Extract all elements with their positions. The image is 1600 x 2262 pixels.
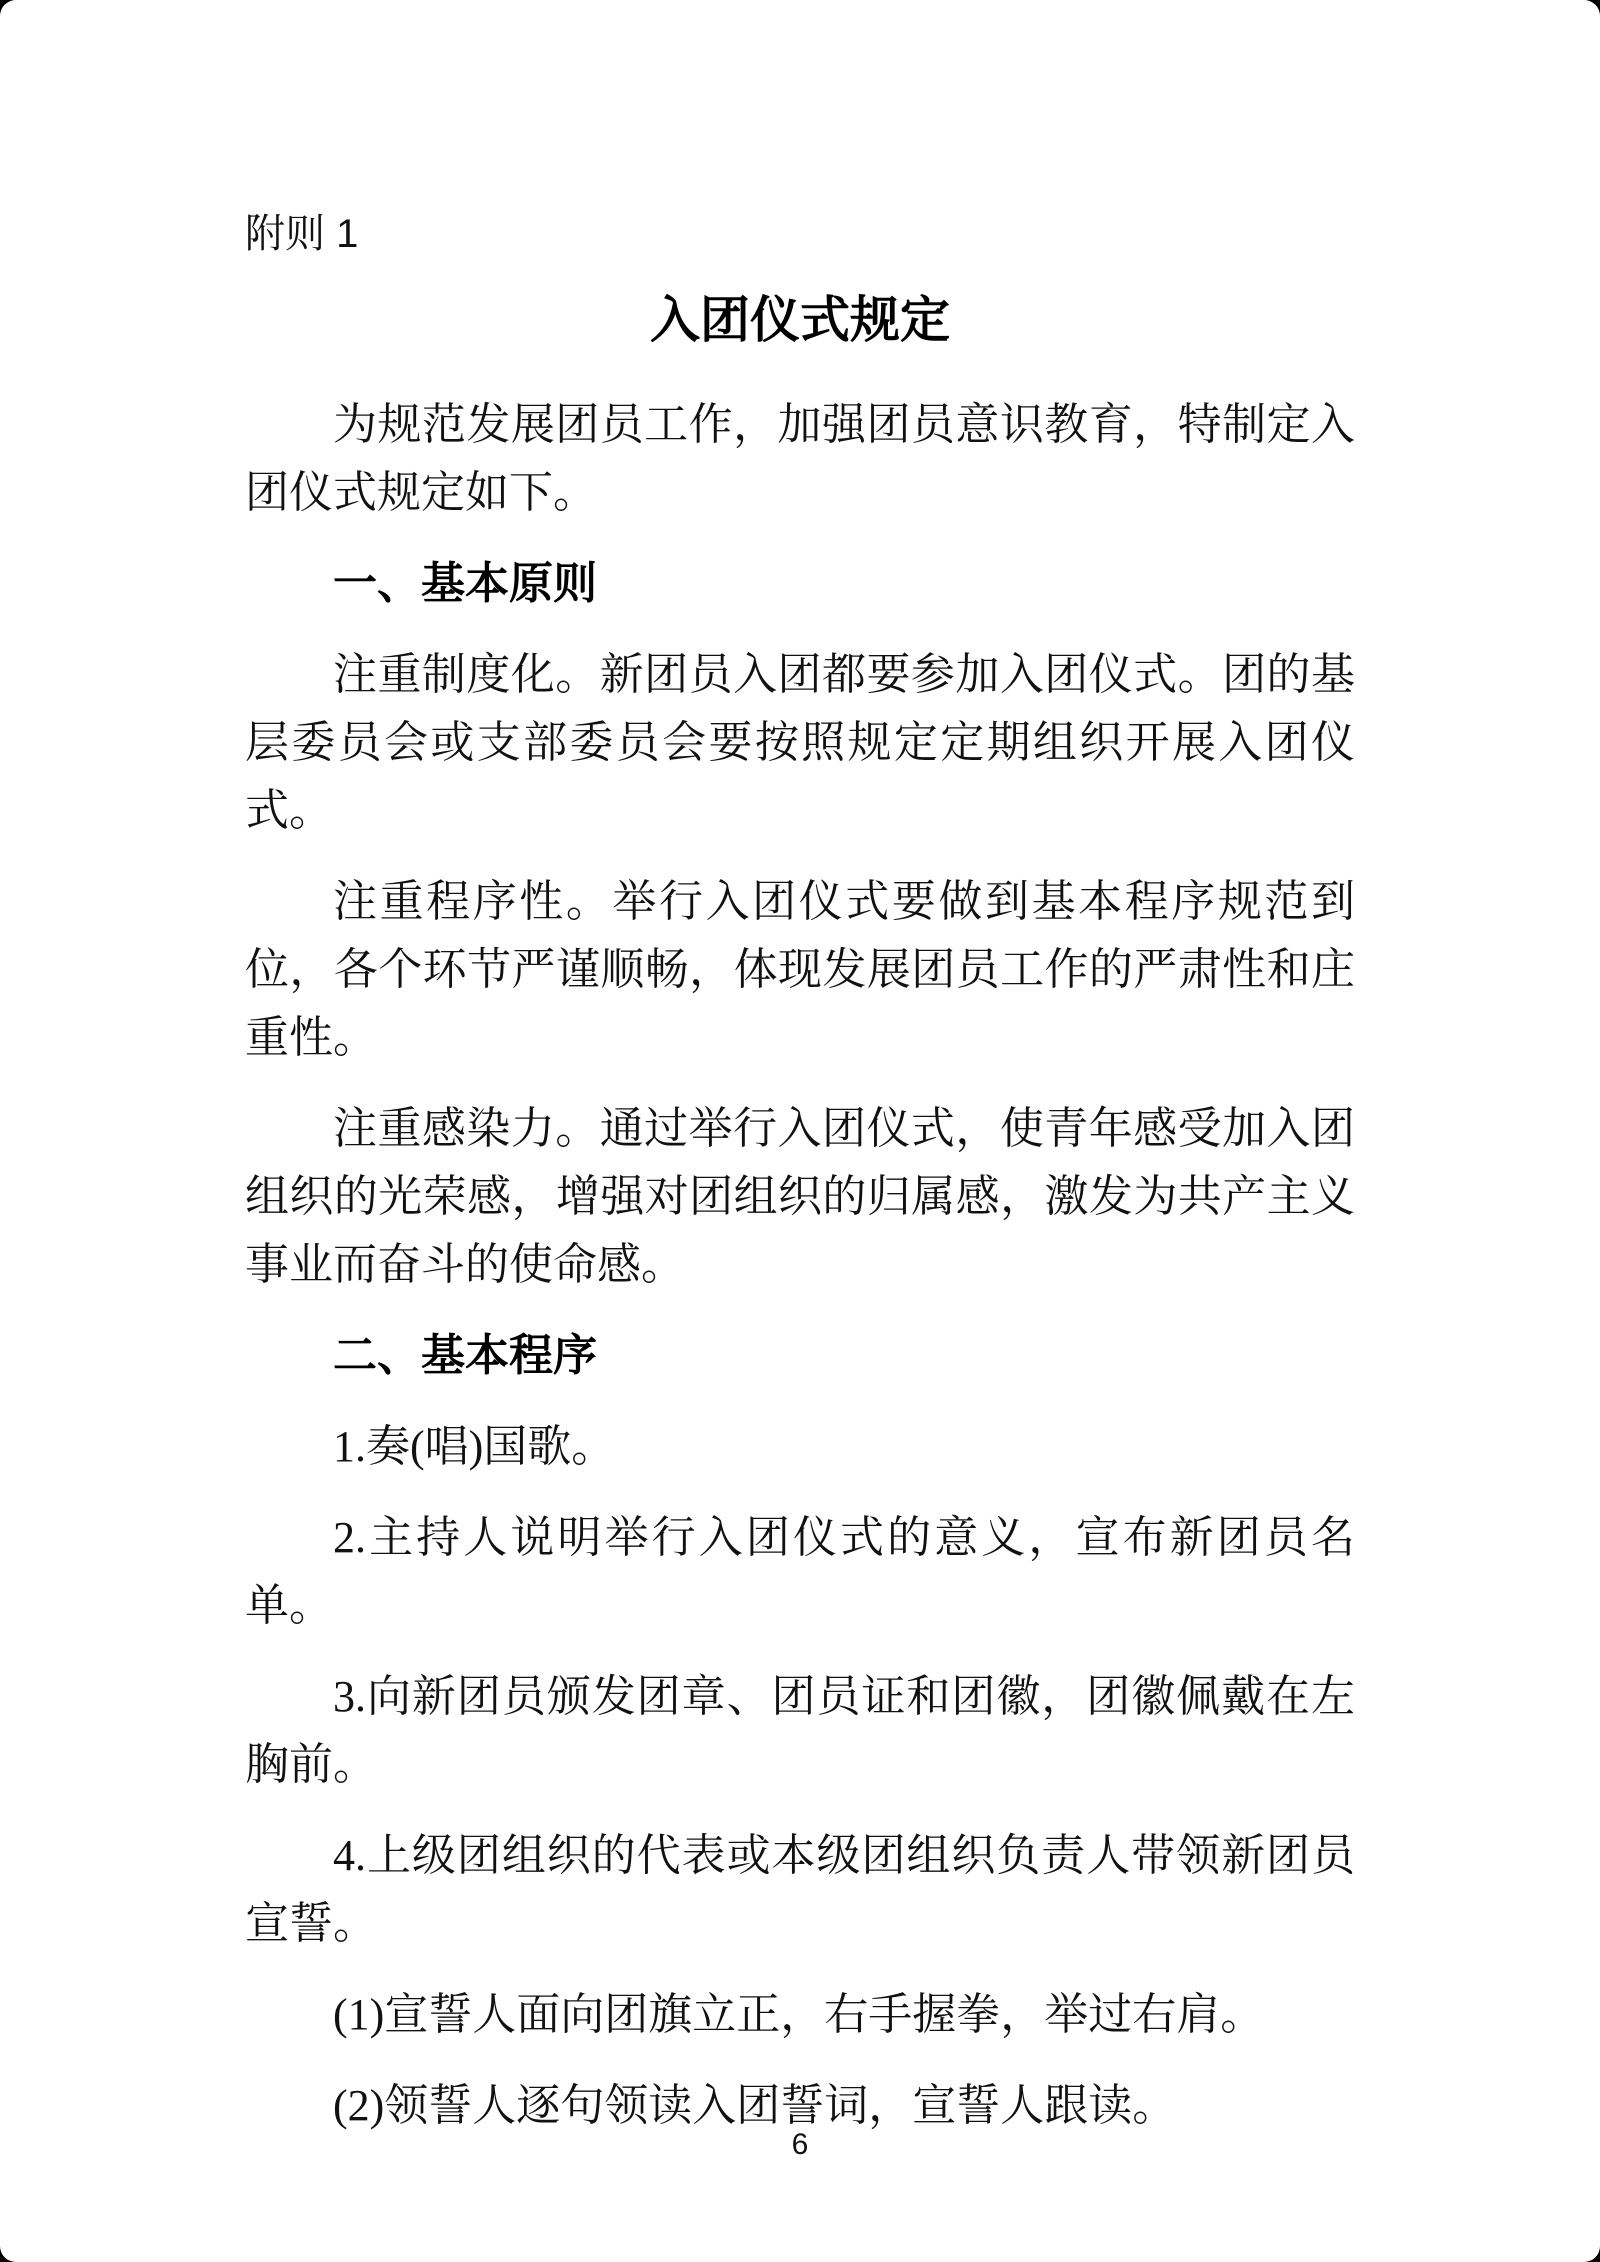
section-1-paragraph-2: 注重程序性。举行入团仪式要做到基本程序规范到位，各个环节严谨顺畅，体现发展团员工作的严肃性和庄重性。: [245, 877, 1355, 1062]
document-title: 入团仪式规定: [650, 292, 950, 348]
section-2-subitem-1: (1)宣誓人面向团旗立正，右手握拳，举过右肩。: [333, 1990, 1265, 2039]
section-2-item-1: 1.奏(唱)国歌。: [333, 1422, 616, 1471]
page-number: 6: [791, 2128, 809, 2161]
section-2-item-2: 2.主持人说明举行入团仪式的意义，宣布新团员名单。: [245, 1513, 1355, 1630]
section-2-item-4: 4.上级团组织的代表或本级团组织负责人带领新团员宣誓。: [245, 1831, 1355, 1948]
intro-paragraph: 为规范发展团员工作，加强团员意识教育，特制定入团仪式规定如下。: [245, 400, 1355, 517]
section-2-heading: 二、基本程序: [333, 1331, 597, 1380]
section-2-subitem-2: (2)领誓人逐句领读入团誓词，宣誓人跟读。: [333, 2081, 1177, 2130]
section-1-paragraph-1: 注重制度化。新团员入团都要参加入团仪式。团的基层委员会或支部委员会要按照规定定期组织开展入团仪式。: [245, 650, 1355, 835]
section-2-item-3: 3.向新团员颁发团章、团员证和团徽，团徽佩戴在左胸前。: [245, 1672, 1355, 1789]
section-1-heading: 一、基本原则: [333, 559, 597, 608]
section-1-paragraph-3: 注重感染力。通过举行入团仪式，使青年感受加入团组织的光荣感，增强对团组织的归属感，激发为共产主义事业而奋斗的使命感。: [245, 1104, 1355, 1289]
annex-label: 附则 1: [245, 212, 359, 256]
